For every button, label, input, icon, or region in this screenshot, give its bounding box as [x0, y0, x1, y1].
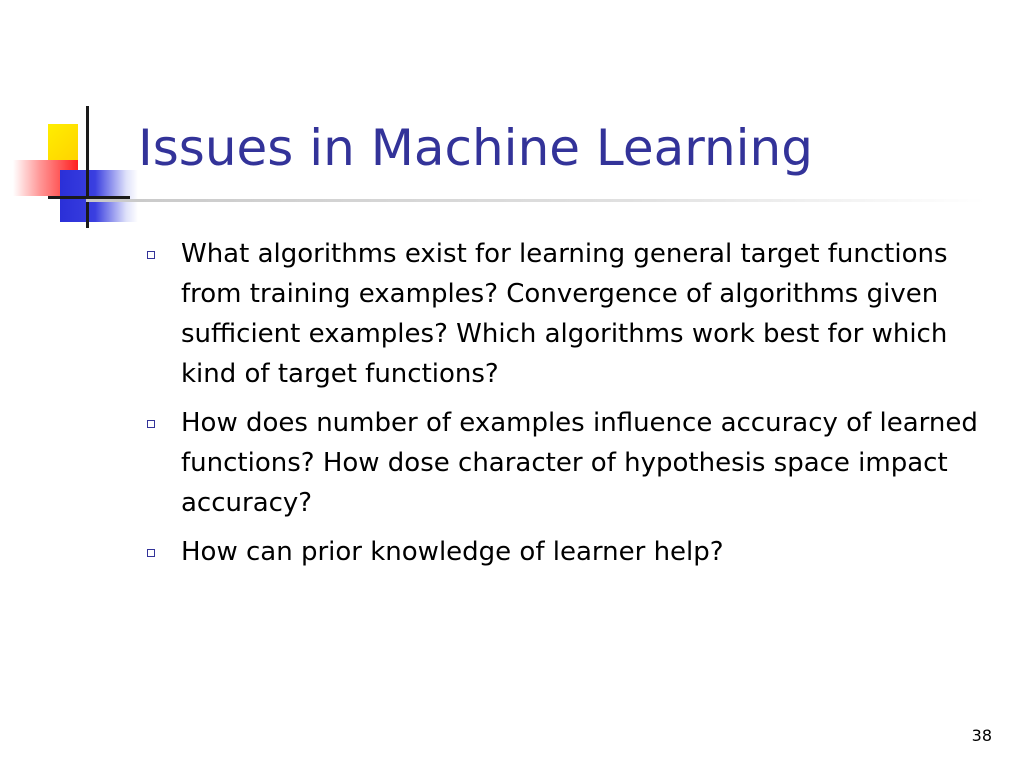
hollow-square-bullet-icon — [147, 549, 155, 557]
bullet-text: How can prior knowledge of learner help? — [181, 537, 724, 567]
bullet-item — [140, 403, 1000, 523]
bullet-item — [140, 532, 1000, 572]
hollow-square-bullet-icon — [147, 251, 155, 259]
hollow-square-bullet-icon — [147, 420, 155, 428]
bullet-text: What algorithms exist for learning general target functions from training examples? Convergence of algorithms given sufficient examples? Which algorithms work best for which kind of target functions? — [181, 239, 948, 389]
colored-squares-logo-icon — [0, 0, 160, 240]
bullet-text: How does number of examples influence accuracy of learned functions? How dose character of hypothesis space impact accuracy? — [181, 408, 978, 518]
page-number: 38 — [971, 726, 992, 745]
vertical-line — [86, 106, 89, 228]
title-underline — [86, 199, 986, 202]
yellow-square — [48, 124, 78, 162]
bullet-item — [140, 234, 1000, 394]
slide-title: Issues in Machine Learning — [138, 119, 813, 177]
bullet-list — [140, 234, 1000, 581]
